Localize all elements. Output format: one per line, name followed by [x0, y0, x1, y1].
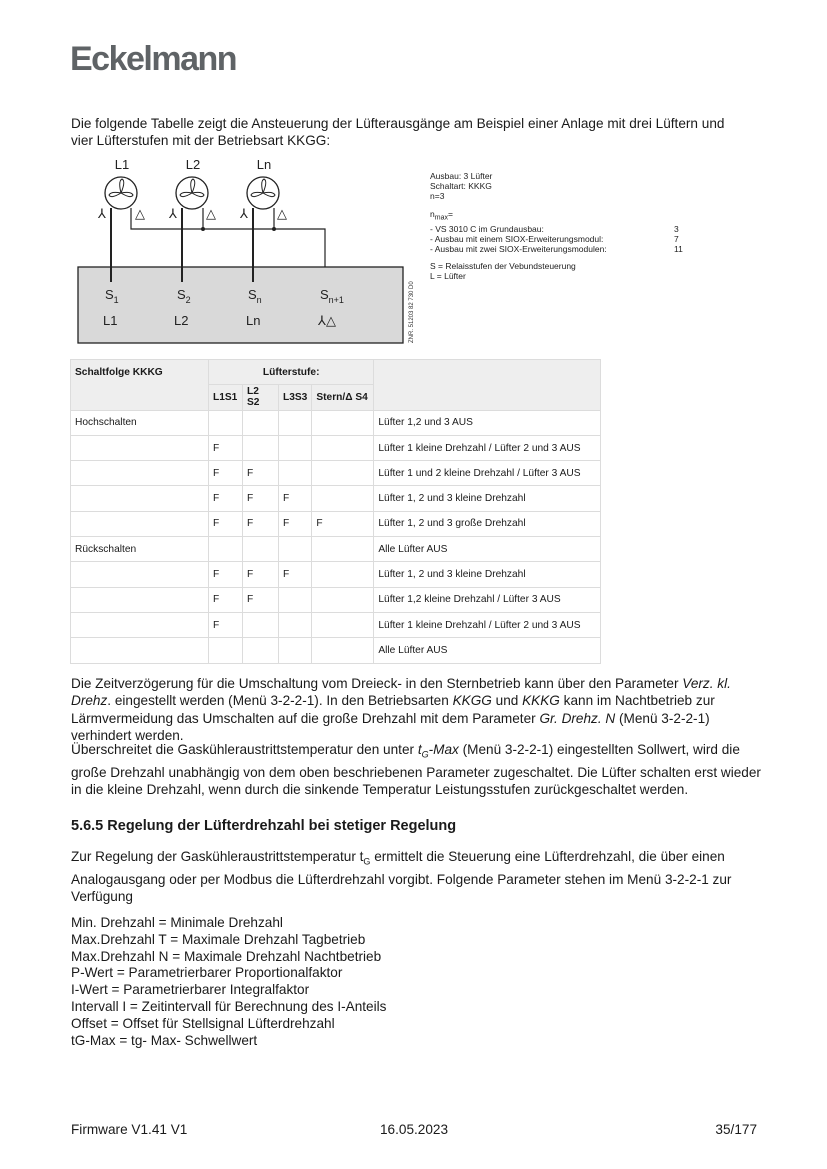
- diagram-legend: [430, 171, 690, 282]
- fan-label: L1: [114, 157, 130, 172]
- header-description: [374, 360, 601, 411]
- fan-ln: [239, 157, 287, 222]
- legend-item: - VS 3010 C im Grundausbau: 3: [430, 223, 679, 234]
- stage-cell: [312, 587, 374, 612]
- description-cell: Lüfter 1 und 2 kleine Drehzahl / Lüfter 3 AUS: [374, 461, 601, 486]
- legend-item: - Ausbau mit einem SIOX-Erweiterungsmodul: 7: [430, 233, 679, 244]
- legend-n: n=3: [430, 191, 445, 202]
- delta-symbol: △: [206, 207, 216, 222]
- phase-cell: [71, 638, 209, 663]
- section-heading: 5.6.5 Regelung der Lüfterdrehzahl bei stetiger Regelung: [71, 818, 457, 834]
- description-cell: Alle Lüfter AUS: [374, 537, 601, 562]
- stage-cell: F: [209, 587, 243, 612]
- stage-cell: F: [243, 511, 279, 536]
- legend-nmax: $n_{max}=$: [430, 208, 453, 222]
- svg-text:S2: $S_2$: [177, 287, 191, 305]
- parameter-item: Min. Drehzahl = Minimale Drehzahl: [71, 915, 283, 930]
- stage-cell: [279, 638, 312, 663]
- fan-label: Ln: [256, 157, 272, 172]
- stage-cell: [209, 410, 243, 435]
- column-header: L3S3: [279, 385, 312, 410]
- svg-text:Sn+1: $S_{n+1}$: [320, 287, 344, 305]
- stage-cell: F: [243, 562, 279, 587]
- eckelmann-logo: Eckelmann: [70, 40, 237, 78]
- stage-cell: F: [209, 562, 243, 587]
- stage-cell: [279, 410, 312, 435]
- phase-cell: [71, 435, 209, 460]
- phase-cell: [71, 486, 209, 511]
- stage-cell: F: [209, 511, 243, 536]
- parameter-item: Offset = Offset für Stellsignal Lüfterdrehzahl: [71, 1015, 335, 1031]
- table-row: [71, 612, 601, 637]
- svg-text:S1: $S_1$: [105, 287, 119, 305]
- description-cell: Lüfter 1, 2 und 3 kleine Drehzahl: [374, 486, 601, 511]
- svg-text:L2: L2: [174, 313, 189, 328]
- controller-box: [78, 267, 403, 343]
- stage-cell: [243, 537, 279, 562]
- phase-cell: [71, 587, 209, 612]
- description-cell: Lüfter 1,2 und 3 AUS: [374, 410, 601, 435]
- stage-cell: [312, 410, 374, 435]
- drawing-number: ZNR. 51203 82 730 D0: [409, 281, 415, 343]
- delta-symbol: △: [135, 207, 145, 222]
- description-cell: Lüfter 1 kleine Drehzahl / Lüfter 2 und 3 AUS: [374, 435, 601, 460]
- table-row: [71, 435, 601, 460]
- stage-cell: [312, 486, 374, 511]
- parameter-item: P-Wert = Parametrierbarer Proportionalfaktor: [71, 965, 343, 981]
- legend-s-definition: S = Relaisstufen der Vebundsteuerung: [430, 261, 576, 272]
- footer-firmware: Firmware V1.41 V1: [71, 1122, 188, 1137]
- stage-cell: [243, 410, 279, 435]
- table-row: [71, 410, 601, 435]
- fan-l2: [168, 157, 216, 222]
- stage-cell: [279, 537, 312, 562]
- fan-label: L2: [185, 157, 201, 172]
- fan-l1: [97, 157, 145, 222]
- legend-l-definition: L = Lüfter: [430, 271, 466, 282]
- column-header: L2 S2: [243, 385, 279, 410]
- svg-text:Sn: $S_n$: [248, 287, 262, 305]
- stage-cell: [279, 435, 312, 460]
- column-header: L1S1: [209, 385, 243, 410]
- stage-cell: F: [243, 486, 279, 511]
- stage-cell: F: [209, 486, 243, 511]
- description-cell: Lüfter 1 kleine Drehzahl / Lüfter 2 und 3 AUS: [374, 612, 601, 637]
- parameter-item: Max.Drehzahl T = Maximale Drehzahl Tagbetrieb: [71, 931, 366, 947]
- intro-line-2: vier Lüfterstufen mit der Betriebsart KKGG:: [71, 133, 331, 148]
- stage-cell: [279, 612, 312, 637]
- section-paragraph: Zur Regelung der Gaskühleraustrittstemperatur $t_G$ ermittelt die Steuerung eine Lüfterdrehzahl, die über einen Analogausgang oder per Modbus die Lüfterdrehzahl vorgibt. Folgende Parameter stehen im Menü 3-2-2-1 zur Verfügung: [71, 849, 732, 905]
- stage-cell: F: [209, 612, 243, 637]
- stage-cell: [243, 638, 279, 663]
- delta-bus-line: [131, 208, 325, 267]
- stage-cell: [209, 638, 243, 663]
- stage-cell: [312, 461, 374, 486]
- phase-cell: [71, 511, 209, 536]
- legend-ausbau: Ausbau: 3 Lüfter: [430, 171, 493, 181]
- stage-cell: [312, 562, 374, 587]
- stage-cell: F: [243, 461, 279, 486]
- star-symbol: ⅄: [98, 207, 106, 222]
- legend-schaltart: Schaltart: KKKG: [430, 181, 492, 192]
- phase-cell: [71, 562, 209, 587]
- phase-cell: [71, 461, 209, 486]
- stage-cell: F: [312, 511, 374, 536]
- column-header: Stern/Δ S4: [312, 385, 374, 410]
- stage-cell: F: [209, 435, 243, 460]
- table-row: [71, 562, 601, 587]
- phase-cell: Hochschalten: [71, 410, 209, 435]
- parameter-item: Intervall I = Zeitintervall für Berechnung des I-Anteils: [71, 998, 387, 1014]
- delta-symbol: △: [277, 207, 287, 222]
- table-row: [71, 511, 601, 536]
- table-row: [71, 486, 601, 511]
- intro-line-1: Die folgende Tabelle zeigt die Ansteuerung der Lüfterausgänge am Beispiel einer Anlage mit drei Lüftern und: [71, 116, 725, 131]
- footer-page-number: 35/177: [715, 1122, 757, 1137]
- star-symbol: ⅄: [240, 207, 248, 222]
- stage-cell: F: [243, 587, 279, 612]
- description-cell: Lüfter 1, 2 und 3 große Drehzahl: [374, 511, 601, 536]
- header-schaltfolge: Schaltfolge KKKG: [71, 360, 209, 411]
- header-luefterstufe: Lüfterstufe:: [209, 360, 374, 385]
- junction-dot: [272, 227, 276, 231]
- parameter-item: Max.Drehzahl N = Maximale Drehzahl Nachtbetrieb: [71, 948, 382, 964]
- stage-cell: F: [279, 562, 312, 587]
- stage-cell: [312, 537, 374, 562]
- svg-text:Ln: Ln: [246, 313, 261, 328]
- phase-cell: [71, 612, 209, 637]
- description-cell: Lüfter 1, 2 und 3 kleine Drehzahl: [374, 562, 601, 587]
- switching-sequence-table: [70, 359, 601, 664]
- legend-item: - Ausbau mit zwei SIOX-Erweiterungsmodulen: 11: [430, 243, 683, 254]
- description-cell: Alle Lüfter AUS: [374, 638, 601, 663]
- svg-text:⅄△: ⅄△: [318, 314, 336, 329]
- footer-date: 16.05.2023: [380, 1122, 449, 1137]
- stage-cell: [243, 435, 279, 460]
- paragraph-delay: Die Zeitverzögerung für die Umschaltung vom Dreieck- in den Sternbetrieb kann über den Parameter Verz. kl. Drehz. eingestellt werden (Menü 3-2-2-1). In den Betriebsarten KKGG und KKKG kann im Nachtbetrieb zur Lärmvermeidung das Umschalten auf die große Drehzahl mit dem Parameter Gr. Drehz. N (Menü 3-2-2-1) verhindert werden.: [71, 676, 731, 743]
- parameter-list: [71, 915, 386, 1049]
- stage-cell: F: [209, 461, 243, 486]
- star-symbol: ⅄: [169, 207, 177, 222]
- stage-cell: F: [279, 511, 312, 536]
- table-row: [71, 587, 601, 612]
- description-cell: Lüfter 1,2 kleine Drehzahl / Lüfter 3 AUS: [374, 587, 601, 612]
- intro-paragraph: [71, 115, 761, 149]
- stage-cell: [279, 461, 312, 486]
- parameter-item: I-Wert = Parametrierbarer Integralfaktor: [71, 982, 310, 998]
- table-row: [71, 537, 601, 562]
- fan-wiring-diagram: [60, 150, 420, 350]
- stage-cell: F: [279, 486, 312, 511]
- phase-cell: Rückschalten: [71, 537, 209, 562]
- stage-cell: [209, 537, 243, 562]
- stage-cell: [312, 435, 374, 460]
- parameter-item: tG-Max = tg- Max- Schwellwert: [71, 1032, 258, 1048]
- stage-cell: [312, 638, 374, 663]
- junction-dot: [201, 227, 205, 231]
- table-row: [71, 461, 601, 486]
- stage-cell: [312, 612, 374, 637]
- table-row: [71, 638, 601, 663]
- stage-cell: [279, 587, 312, 612]
- stage-cell: [243, 612, 279, 637]
- paragraph-tg-max: Überschreitet die Gaskühleraustrittstemperatur den unter $t_G$-Max (Menü 3-2-2-1) eingestellten Sollwert, wird die große Drehzahl unabhängig von dem oben beschriebenen Parameter zugeschaltet. Die Lüfter schalten erst wieder in die kleine Drehzahl, wenn durch die sinkende Temperatur Leistungsstufen zurückgeschaltet werden.: [71, 742, 761, 798]
- svg-text:L1: L1: [103, 313, 118, 328]
